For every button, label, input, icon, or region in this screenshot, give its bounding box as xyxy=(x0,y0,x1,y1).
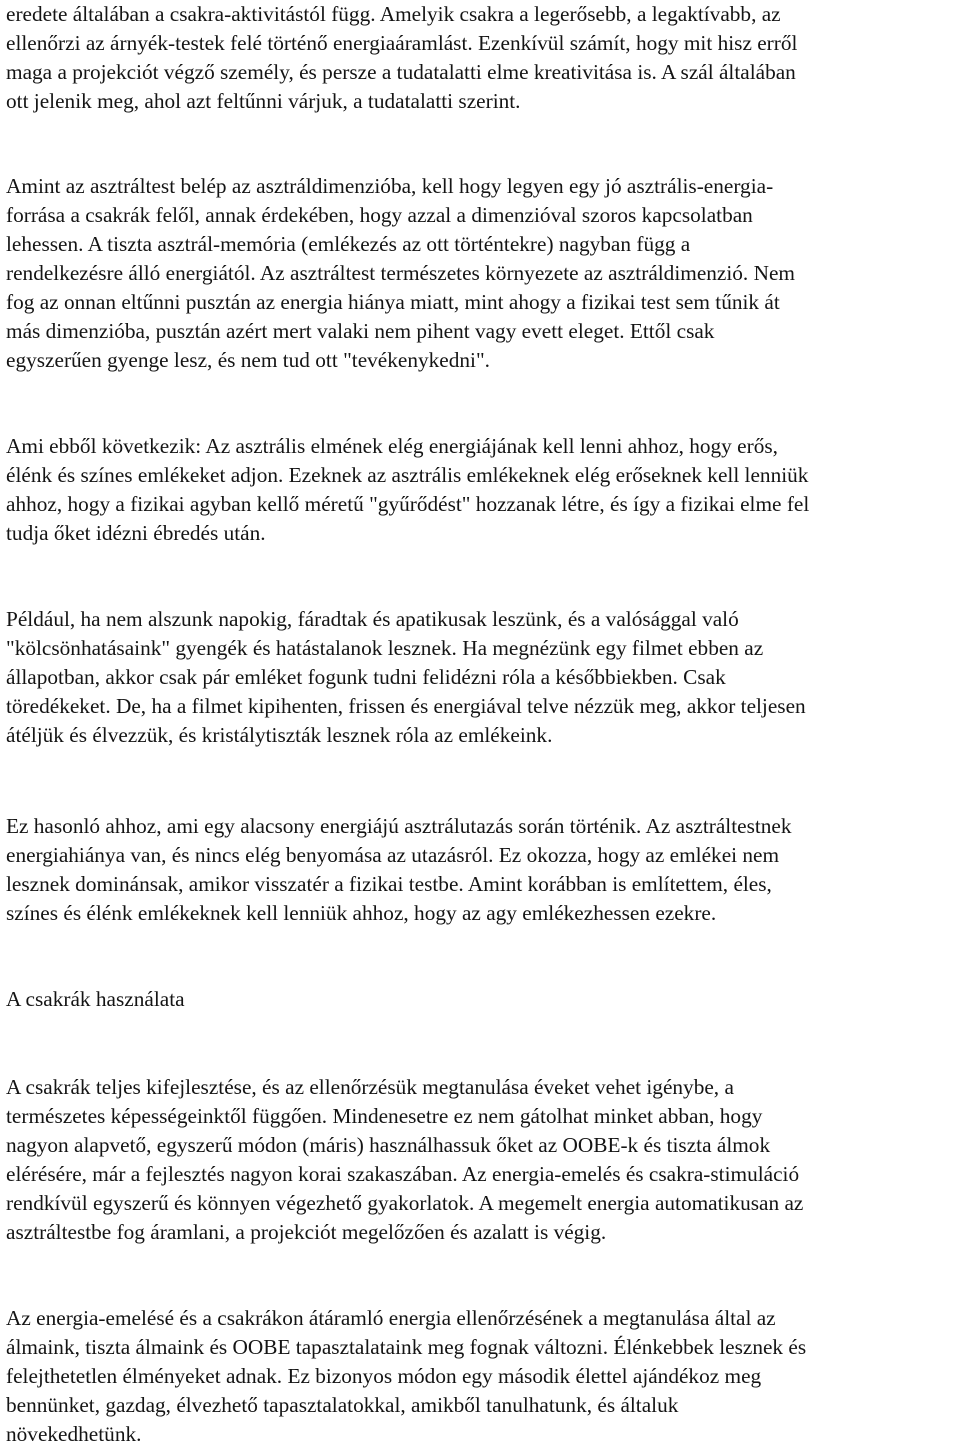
text-line: ahhoz, hogy a fizikai agyban kellő méretű "gyűrődést" hozzanak létre, és így a fizikai elme fel xyxy=(6,492,810,516)
text-line: más dimenzióba, pusztán azért mert valaki nem pihent vagy evett eleget. Ettől csak xyxy=(6,319,715,343)
text-line: színes és élénk emlékeknek kell lenniük ahhoz, hogy az agy emlékezhessen ezekre. xyxy=(6,901,717,925)
text-line: ott jelenik meg, ahol azt feltűnni várjuk, a tudatalatti szerint. xyxy=(6,89,521,113)
text-line: egyszerűen gyenge lesz, és nem tud ott "tevékenykedni". xyxy=(6,348,490,372)
text-line: eredete általában a csakra-aktivitástól függ. Amelyik csakra a legerősebb, a legaktívabb, az xyxy=(6,2,781,26)
text-line: növekedhetünk. xyxy=(6,1422,142,1446)
text-line: Például, ha nem alszunk napokig, fáradtak és apatikusak leszünk, és a valósággal való xyxy=(6,607,739,631)
text-line: energiahiánya van, és nincs elég benyomása az utazásról. Ez okozza, hogy az emlékei nem xyxy=(6,843,780,867)
text-line: rendelkezésre álló energiától. Az asztráltest természetes környezete az asztráldimenzió. Nem xyxy=(6,261,795,285)
text-line: álmaink, tiszta álmaink és OOBE tapasztalataink meg fognak változni. Élénkebbek lesznek és xyxy=(6,1335,807,1359)
text-line: A csakrák teljes kifejlesztése, és az ellenőrzésük megtanulása éveket vehet igénybe, a xyxy=(6,1075,734,1099)
text-line: elérésére, már a fejlesztés nagyon korai szakaszában. Az energia-emelés és csakra-stimuláció xyxy=(6,1162,800,1186)
text-line: élénk és színes emlékeket adjon. Ezeknek az asztrális emlékeknek elég erőseknek kell lenniük xyxy=(6,463,809,487)
text-line: Ez hasonló ahhoz, ami egy alacsony energiájú asztrálutazás során történik. Az asztráltestnek xyxy=(6,814,792,838)
text-line: Az energia-emelésé és a csakrákon átáramló energia ellenőrzésének a megtanulása által az xyxy=(6,1306,776,1330)
text-line: maga a projekciót végző személy, és persze a tudatalatti elme kreativitása is. A szál általában xyxy=(6,60,796,84)
text-line: töredékeket. De, ha a filmet kipihenten, frissen és energiával telve nézzük meg, akkor teljesen xyxy=(6,694,806,718)
text-line: Ami ebből következik: Az asztrális elmének elég energiájának kell lenni ahhoz, hogy erős, xyxy=(6,434,778,458)
text-line: lehessen. A tiszta asztrál-memória (emlékezés az ott történtekre) nagyban függ a xyxy=(6,232,691,256)
text-line: Amint az asztráltest belép az asztráldimenzióba, kell hogy legyen egy jó asztrális-energia- xyxy=(6,174,774,198)
text-line: asztráltestbe fog áramlani, a projekciót megelőzően és azalatt is végig. xyxy=(6,1220,607,1244)
text-line: átéljük és élvezzük, és kristálytiszták lesznek róla az emlékeink. xyxy=(6,723,553,747)
text-line: állapotban, akkor csak pár emléket fogunk tudni felidézni róla a későbbiekben. Csak xyxy=(6,665,726,689)
text-line: ellenőrzi az árnyék-testek felé történő energiaáramlást. Ezenkívül számít, hogy mit hisz erről xyxy=(6,31,798,55)
text-line: lesznek dominánsak, amikor visszatér a fizikai testbe. Amint korábban is említettem, éles, xyxy=(6,872,772,896)
text-line: felejthetetlen élményeket adnak. Ez bizonyos módon egy második élettel ajándékoz meg xyxy=(6,1364,762,1388)
text-line: természetes képességeinktől függően. Mindenesetre ez nem gátolhat minket abban, hogy xyxy=(6,1104,763,1128)
text-line: rendkívül egyszerű és könnyen végezhető gyakorlatok. A megemelt energia automatikusan az xyxy=(6,1191,804,1215)
text-line: forrása a csakrák felől, annak érdekében, hogy azzal a dimenzióval szoros kapcsolatban xyxy=(6,203,753,227)
text-line: nagyon alapvető, egyszerű módon (máris) használhassuk őket az OOBE-k és tiszta álmok xyxy=(6,1133,771,1157)
text-line: fog az onnan eltűnni pusztán az energia hiánya miatt, mint ahogy a fizikai test sem tűnik át xyxy=(6,290,780,314)
section-heading: A csakrák használata xyxy=(6,987,185,1011)
text-line: bennünket, gazdag, élvezhető tapasztalatokkal, amikből tanulhatunk, és általuk xyxy=(6,1393,679,1417)
text-line: "kölcsönhatásaink" gyengék és hatástalanok lesznek. Ha megnézünk egy filmet ebben az xyxy=(6,636,764,660)
text-line: tudja őket idézni ébredés után. xyxy=(6,521,266,545)
